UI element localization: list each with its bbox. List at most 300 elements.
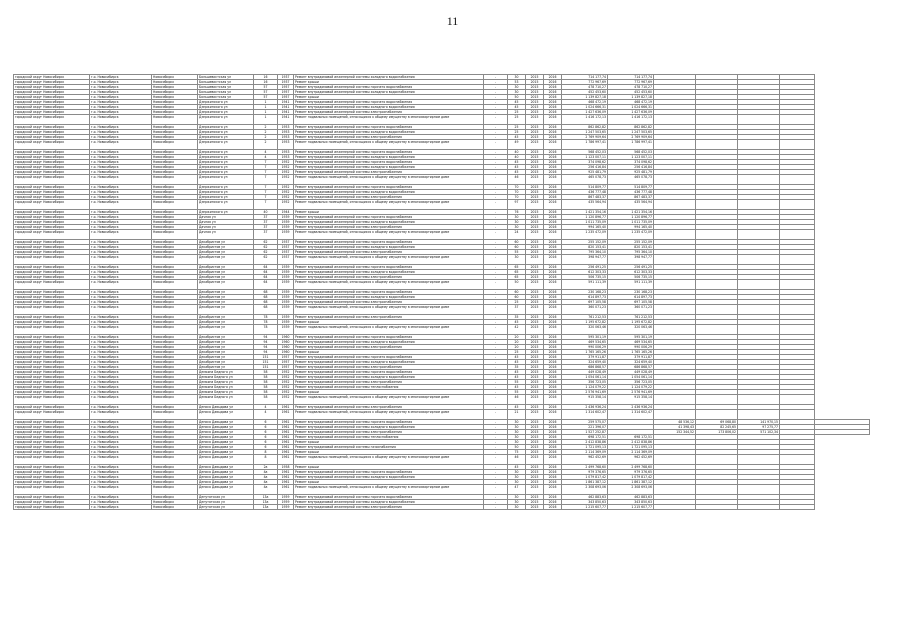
extra-cell	[780, 485, 815, 495]
settlement-cell: г.о. Новосибирск	[90, 255, 152, 265]
total-cost-cell: 2 436 936,24	[562, 405, 608, 410]
municipality-cell: городской округ Новосибирск	[14, 155, 90, 160]
settlement-cell: г.о. Новосибирск	[90, 130, 152, 135]
fund-cost-cell: 2 576 941,69	[608, 390, 654, 395]
house-number-cell: 62	[254, 255, 278, 265]
street-cell: Декабристов ул	[198, 300, 254, 305]
budget-cost-1-cell: 41 398,43	[654, 425, 696, 430]
wear-cell: 30	[508, 475, 526, 480]
build-year-cell: 1961	[278, 435, 294, 440]
wear-cell: 45	[508, 165, 526, 170]
street-cell: Демьяна Бедного ул	[198, 395, 254, 405]
year-end-cell: 2016	[544, 505, 562, 510]
settlement-cell: г.о. Новосибирск	[90, 80, 152, 85]
street-cell: Дзержинского ул	[198, 175, 254, 185]
street-cell: Дзержинского ул	[198, 160, 254, 165]
budget-cost-2-cell	[696, 455, 738, 465]
fund-cost-cell: 2 114 369,09	[608, 450, 654, 455]
wear-cell: 24	[508, 230, 526, 240]
build-year-cell: 1953	[278, 155, 294, 160]
wear-cell: 30	[508, 420, 526, 425]
street-cell: Дениса Давыдова ул	[198, 465, 254, 470]
street-cell: Дениса Давыдова ул	[198, 450, 254, 455]
dash-cell: -	[484, 455, 508, 465]
build-year-cell: 1952	[278, 160, 294, 165]
work-type-cell: Ремонт внутридомовой инженерной системы горячего водоснабжения	[294, 290, 484, 295]
municipality-cell: городской округ Новосибирск	[14, 200, 90, 210]
build-year-cell: 1937	[278, 80, 294, 85]
wear-cell: 30	[508, 425, 526, 430]
house-number-cell: 4	[254, 410, 278, 420]
total-cost-cell: 356 723,05	[562, 380, 608, 385]
fund-cost-cell: 612 303,33	[608, 270, 654, 275]
city-cell: Новосибирск	[152, 500, 198, 505]
fund-cost-cell: 379 911,87	[608, 355, 654, 360]
dash-cell: -	[484, 500, 508, 505]
year-end-cell: 2016	[544, 385, 562, 390]
year-start-cell: 2015	[526, 430, 544, 435]
street-cell: Дениса Давыдова ул	[198, 470, 254, 475]
settlement-cell: г.о. Новосибирск	[90, 110, 152, 115]
work-type-cell: Ремонт внутридомовой инженерной системы электроснабжения	[294, 380, 484, 385]
fund-cost-cell: 795 364,10	[608, 250, 654, 255]
budget-cost-1-cell: 48 536,12	[654, 420, 696, 425]
dash-cell: -	[484, 445, 508, 450]
dash-cell: -	[484, 105, 508, 110]
municipality-cell: городской округ Новосибирск	[14, 195, 90, 200]
year-start-cell: 2015	[526, 500, 544, 505]
dash-cell: -	[484, 275, 508, 280]
municipality-cell: городской округ Новосибирск	[14, 280, 90, 290]
fund-cost-cell: 1 120 896,77	[608, 215, 654, 220]
dash-cell: -	[484, 290, 508, 295]
fund-cost-cell: 1 721 095,13	[608, 445, 654, 450]
dash-cell: -	[484, 395, 508, 405]
capital-repair-table	[13, 74, 870, 510]
street-cell: Депутатская ул	[198, 500, 254, 505]
house-number-cell: 57	[254, 85, 278, 90]
budget-cost-1-cell	[654, 175, 696, 185]
settlement-cell: г.о. Новосибирск	[90, 385, 152, 390]
house-number-cell: 62	[254, 250, 278, 255]
total-cost-cell: 2 114 369,09	[562, 450, 608, 455]
year-start-cell: 2015	[526, 370, 544, 375]
municipality-cell: городской округ Новосибирск	[14, 115, 90, 125]
total-cost-cell: 435 564,94	[562, 200, 608, 210]
house-number-cell: 62	[254, 245, 278, 250]
city-cell: Новосибирск	[152, 275, 198, 280]
dash-cell: -	[484, 365, 508, 370]
city-cell: Новосибирск	[152, 345, 198, 350]
wear-cell: 30	[508, 500, 526, 505]
work-type-cell: Ремонт внутридомовой инженерной системы холодного водоснабжения	[294, 360, 484, 365]
fund-cost-cell: 915 358,14	[608, 395, 654, 405]
fund-cost-cell: 468 472,19	[608, 100, 654, 105]
house-number-cell: 4а	[254, 470, 278, 475]
total-cost-cell: 2 499 768,60	[562, 465, 608, 470]
house-number-cell: 7	[254, 185, 278, 190]
budget-cost-3-cell	[738, 485, 780, 495]
total-cost-cell: 915 358,14	[562, 395, 608, 405]
year-end-cell: 2016	[544, 185, 562, 190]
year-end-cell: 2016	[544, 280, 562, 290]
street-cell: Дениса Давыдова ул	[198, 475, 254, 480]
municipality-cell: городской округ Новосибирск	[14, 165, 90, 170]
street-cell: Большевистская ул	[198, 95, 254, 100]
settlement-cell: г.о. Новосибирск	[90, 485, 152, 495]
city-cell: Новосибирск	[152, 230, 198, 240]
dash-cell: -	[484, 265, 508, 270]
municipality-cell: городской округ Новосибирск	[14, 80, 90, 85]
work-type-cell: Ремонт внутридомовой инженерной системы холодного водоснабжения	[294, 220, 484, 225]
fund-cost-cell: 1 765 165,26	[608, 350, 654, 355]
work-type-cell: Ремонт подвальных помещений, относящихся к общему имуществу в многоквартирном доме	[294, 410, 484, 420]
build-year-cell: 1939	[278, 215, 294, 220]
total-cost-cell: 1 765 165,26	[562, 350, 608, 355]
settlement-cell: г.о. Новосибирск	[90, 335, 152, 340]
build-year-cell: 1939	[278, 320, 294, 325]
year-start-cell: 2015	[526, 305, 544, 315]
house-number-cell: 1	[254, 110, 278, 115]
settlement-cell: г.о. Новосибирск	[90, 230, 152, 240]
dash-cell: -	[484, 240, 508, 245]
city-cell: Новосибирск	[152, 480, 198, 485]
table-row	[14, 115, 870, 125]
municipality-cell: городской округ Новосибирск	[14, 455, 90, 465]
total-cost-cell: 478 710,27	[562, 85, 608, 90]
settlement-cell: г.о. Новосибирск	[90, 420, 152, 425]
budget-cost-1-cell	[654, 305, 696, 315]
total-cost-cell: 2 412 838,86	[562, 440, 608, 445]
fund-cost-cell: 772 967,69	[608, 80, 654, 85]
city-cell: Новосибирск	[152, 95, 198, 100]
year-end-cell: 2016	[544, 100, 562, 105]
extra-cell	[780, 455, 815, 465]
municipality-cell: городской округ Новосибирск	[14, 345, 90, 350]
settlement-cell: г.о. Новосибирск	[90, 160, 152, 165]
wear-cell: 76	[508, 210, 526, 215]
street-cell: Большевистская ул	[198, 85, 254, 90]
house-number-cell: 58	[254, 395, 278, 405]
municipality-cell: городской округ Новосибирск	[14, 90, 90, 95]
city-cell: Новосибирск	[152, 160, 198, 165]
table-row	[14, 255, 870, 265]
fund-cost-cell: 591 111,39	[608, 280, 654, 290]
fund-cost-cell: 320 063,46	[608, 325, 654, 335]
budget-cost-2-cell	[696, 485, 738, 495]
street-cell: Дзержинского ул	[198, 125, 254, 130]
total-cost-cell: 1 139 827,18	[562, 95, 608, 100]
total-cost-cell: 1 120 896,77	[562, 215, 608, 220]
fund-cost-cell: 1 123 007,11	[608, 155, 654, 160]
year-end-cell: 2016	[544, 255, 562, 265]
street-cell: Дениса Давыдова ул	[198, 480, 254, 485]
municipality-cell: городской округ Новосибирск	[14, 410, 90, 420]
year-start-cell: 2015	[526, 395, 544, 405]
total-cost-cell: 398 947,77	[562, 255, 608, 265]
settlement-cell: г.о. Новосибирск	[90, 245, 152, 250]
fund-cost-cell: 478 710,27	[608, 85, 654, 90]
total-cost-cell: 255 152,09	[562, 240, 608, 245]
fund-cost-cell: 1 421 354,16	[608, 210, 654, 215]
fund-cost-cell: 2 436 936,24	[608, 405, 654, 410]
year-start-cell: 2015	[526, 115, 544, 125]
municipality-cell: городской округ Новосибирск	[14, 365, 90, 370]
extra-cell	[780, 305, 815, 315]
municipality-cell: городской округ Новосибирск	[14, 100, 90, 105]
house-number-cell: 4	[254, 155, 278, 160]
year-end-cell: 2016	[544, 370, 562, 375]
house-number-cell: 68	[254, 290, 278, 295]
total-cost-cell: 468 472,19	[562, 100, 608, 105]
total-cost-cell: 698 172,51	[562, 435, 608, 440]
budget-cost-3-cell	[738, 115, 780, 125]
budget-cost-3-cell	[738, 255, 780, 265]
settlement-cell: г.о. Новосибирск	[90, 455, 152, 465]
year-end-cell: 2016	[544, 270, 562, 275]
dash-cell: -	[484, 100, 508, 105]
work-type-cell: Ремонт внутридомовой инженерной системы электроснабжения	[294, 110, 484, 115]
table-row	[14, 200, 870, 210]
total-cost-cell: 862 862,82	[562, 125, 608, 130]
house-number-cell: 37	[254, 230, 278, 240]
settlement-cell: г.о. Новосибирск	[90, 280, 152, 290]
build-year-cell: 1959	[278, 505, 294, 510]
year-end-cell: 2016	[544, 295, 562, 300]
city-cell: Новосибирск	[152, 100, 198, 105]
city-cell: Новосибирск	[152, 115, 198, 125]
work-type-cell: Ремонт внутридомовой инженерной системы холодного водоснабжения	[294, 500, 484, 505]
year-end-cell: 2016	[544, 470, 562, 475]
settlement-cell: г.о. Новосибирск	[90, 75, 152, 80]
city-cell: Новосибирск	[152, 420, 198, 425]
wear-cell: 40	[508, 155, 526, 160]
year-start-cell: 2015	[526, 470, 544, 475]
year-end-cell: 2016	[544, 410, 562, 420]
dash-cell: -	[484, 430, 508, 435]
year-start-cell: 2015	[526, 445, 544, 450]
house-number-cell: 4	[254, 150, 278, 155]
city-cell: Новосибирск	[152, 150, 198, 155]
build-year-cell: 1961	[278, 440, 294, 445]
work-type-cell: Ремонт подвальных помещений, относящихся к общему имуществу в многоквартирном доме	[294, 255, 484, 265]
house-number-cell: 4а	[254, 480, 278, 485]
dash-cell: -	[484, 195, 508, 200]
dash-cell: -	[484, 345, 508, 350]
wear-cell: 50	[508, 445, 526, 450]
house-number-cell: 6	[254, 430, 278, 435]
municipality-cell: городской округ Новосибирск	[14, 275, 90, 280]
budget-cost-1-cell	[654, 485, 696, 495]
total-cost-cell: 686 868,57	[562, 365, 608, 370]
house-number-cell: 37	[254, 225, 278, 230]
city-cell: Новосибирск	[152, 495, 198, 500]
year-end-cell: 2016	[544, 360, 562, 365]
municipality-cell: городской округ Новосибирск	[14, 485, 90, 495]
year-end-cell: 2016	[544, 495, 562, 500]
city-cell: Новосибирск	[152, 165, 198, 170]
street-cell: Дзержинского ул	[198, 140, 254, 150]
city-cell: Новосибирск	[152, 140, 198, 150]
municipality-cell: городской округ Новосибирск	[14, 175, 90, 185]
municipality-cell: городской округ Новосибирск	[14, 435, 90, 440]
street-cell: Дзержинского ул	[198, 135, 254, 140]
wear-cell: 50	[508, 280, 526, 290]
street-cell: Дениса Давыдова ул	[198, 440, 254, 445]
year-end-cell: 2016	[544, 115, 562, 125]
street-cell: Декабристов ул	[198, 320, 254, 325]
work-type-cell: Ремонт внутридомовой инженерной системы электроснабжения	[294, 430, 484, 435]
dash-cell: -	[484, 410, 508, 420]
table-row	[14, 280, 870, 290]
year-start-cell: 2015	[526, 135, 544, 140]
city-cell: Новосибирск	[152, 185, 198, 190]
municipality-cell: городской округ Новосибирск	[14, 140, 90, 150]
wear-cell: 45	[508, 105, 526, 110]
dash-cell: -	[484, 210, 508, 215]
build-year-cell: 1958	[278, 465, 294, 470]
work-type-cell: Ремонт внутридомовой инженерной системы горячего водоснабжения	[294, 125, 484, 130]
total-cost-cell: 867 483,37	[562, 195, 608, 200]
extra-cell	[780, 175, 815, 185]
year-start-cell: 2015	[526, 155, 544, 160]
year-start-cell: 2015	[526, 245, 544, 250]
year-start-cell: 2015	[526, 420, 544, 425]
build-year-cell: 1937	[278, 240, 294, 245]
house-number-cell: 57	[254, 90, 278, 95]
city-cell: Новосибирск	[152, 80, 198, 85]
municipality-cell: городской округ Новосибирск	[14, 505, 90, 510]
municipality-cell: городской округ Новосибирск	[14, 385, 90, 390]
build-year-cell: 1960	[278, 340, 294, 345]
work-type-cell: Ремонт внутридомовой инженерной системы электроснабжения	[294, 405, 484, 410]
work-type-cell: Ремонт подвальных помещений, относящихся к общему имуществу в многоквартирном доме	[294, 455, 484, 465]
dash-cell: -	[484, 150, 508, 155]
year-end-cell: 2016	[544, 135, 562, 140]
total-cost-cell: 614 897,73	[562, 295, 608, 300]
year-start-cell: 2015	[526, 360, 544, 365]
city-cell: Новосибирск	[152, 300, 198, 305]
year-start-cell: 2015	[526, 230, 544, 240]
budget-cost-3-cell	[738, 325, 780, 335]
settlement-cell: г.о. Новосибирск	[90, 210, 152, 215]
year-end-cell: 2016	[544, 450, 562, 455]
street-cell: Декабристов ул	[198, 340, 254, 345]
work-type-cell: Ремонт внутридомовой инженерной системы холодного водоснабжения	[294, 375, 484, 380]
work-type-cell: Ремонт внутридомовой инженерной системы горячего водоснабжения	[294, 335, 484, 340]
city-cell: Новосибирск	[152, 470, 198, 475]
city-cell: Новосибирск	[152, 130, 198, 135]
settlement-cell: г.о. Новосибирск	[90, 500, 152, 505]
year-end-cell: 2016	[544, 165, 562, 170]
build-year-cell: 1961	[278, 445, 294, 450]
year-start-cell: 2015	[526, 465, 544, 470]
street-cell: Декабристов ул	[198, 350, 254, 355]
wear-cell: 45	[508, 170, 526, 175]
work-type-cell: Ремонт внутридомовой инженерной системы горячего водоснабжения	[294, 85, 484, 90]
extra-cell	[780, 280, 815, 290]
build-year-cell: 1952	[278, 200, 294, 210]
fund-cost-cell: 1 314 602,47	[608, 410, 654, 420]
table-row	[14, 505, 870, 510]
dash-cell: -	[484, 435, 508, 440]
year-start-cell: 2015	[526, 140, 544, 150]
year-start-cell: 2015	[526, 495, 544, 500]
city-cell: Новосибирск	[152, 465, 198, 470]
build-year-cell: 1957	[278, 365, 294, 370]
settlement-cell: г.о. Новосибирск	[90, 200, 152, 210]
budget-cost-3-cell	[738, 230, 780, 240]
house-number-cell: 68	[254, 295, 278, 300]
dash-cell: -	[484, 110, 508, 115]
municipality-cell: городской округ Новосибирск	[14, 95, 90, 100]
work-type-cell: Ремонт внутридомовой инженерной системы электроснабжения	[294, 170, 484, 175]
house-number-cell: 13а	[254, 505, 278, 510]
city-cell: Новосибирск	[152, 90, 198, 95]
build-year-cell: 1960	[278, 350, 294, 355]
year-start-cell: 2015	[526, 195, 544, 200]
city-cell: Новосибирск	[152, 135, 198, 140]
fund-cost-cell: 867 483,37	[608, 195, 654, 200]
municipality-cell: городской округ Новосибирск	[14, 470, 90, 475]
wear-cell: 60	[508, 295, 526, 300]
street-cell: Дениса Давыдова ул	[198, 435, 254, 440]
total-cost-cell: 1 247 503,65	[562, 130, 608, 135]
municipality-cell: городской округ Новосибирск	[14, 430, 90, 435]
fund-cost-cell: 506 735,15	[608, 275, 654, 280]
fund-cost-cell: 568 452,03	[608, 150, 654, 155]
budget-cost-1-cell	[654, 230, 696, 240]
fund-cost-cell: 994 165,40	[608, 225, 654, 230]
fund-cost-cell: 360 071,23	[608, 305, 654, 315]
city-cell: Новосибирск	[152, 85, 198, 90]
settlement-cell: г.о. Новосибирск	[90, 170, 152, 175]
work-type-cell: Ремонт крыши	[294, 80, 484, 85]
wear-cell: 35	[508, 365, 526, 370]
budget-cost-2-cell	[696, 280, 738, 290]
wear-cell: 65	[508, 270, 526, 275]
wear-cell: 30	[508, 480, 526, 485]
total-cost-cell: 1 427 636,09	[562, 110, 608, 115]
total-cost-cell: 324 659,40	[562, 360, 608, 365]
fund-cost-cell: 374 098,62	[608, 160, 654, 165]
year-end-cell: 2016	[544, 425, 562, 430]
year-end-cell: 2016	[544, 290, 562, 295]
year-start-cell: 2015	[526, 455, 544, 465]
fund-cost-cell: 697 105,58	[608, 300, 654, 305]
build-year-cell: 1939	[278, 295, 294, 300]
work-type-cell: Ремонт внутридомовой инженерной системы холодного водоснабжения	[294, 340, 484, 345]
table-body	[14, 75, 870, 510]
wear-cell: 25	[508, 125, 526, 130]
total-cost-cell: 925 481,79	[562, 170, 608, 175]
table-row	[14, 455, 870, 465]
dash-cell: -	[484, 470, 508, 475]
year-end-cell: 2016	[544, 110, 562, 115]
build-year-cell: 1952	[278, 190, 294, 195]
budget-cost-1-cell	[654, 200, 696, 210]
year-end-cell: 2016	[544, 140, 562, 150]
fund-cost-cell: 1 124 079,22	[608, 385, 654, 390]
year-end-cell: 2016	[544, 435, 562, 440]
settlement-cell: г.о. Новосибирск	[90, 305, 152, 315]
year-start-cell: 2015	[526, 375, 544, 380]
settlement-cell: г.о. Новосибирск	[90, 135, 152, 140]
table-row	[14, 175, 870, 185]
settlement-cell: г.о. Новосибирск	[90, 105, 152, 110]
wear-cell: 35	[508, 315, 526, 320]
settlement-cell: г.о. Новосибирск	[90, 220, 152, 225]
